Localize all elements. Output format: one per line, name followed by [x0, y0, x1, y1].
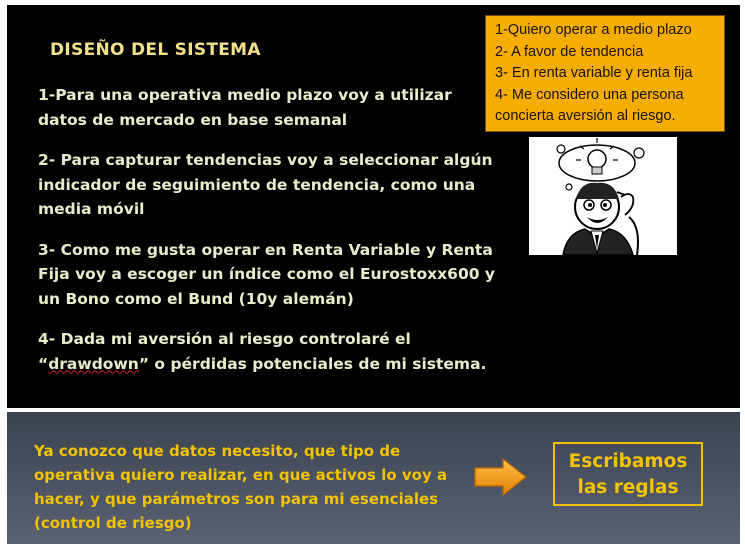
idea-lightbulb-man-icon: [529, 137, 677, 255]
summary-note-box: [485, 15, 725, 132]
point-1: 1-Para una operativa medio plazo voy a utilizar datos de mercado en base semanal: [38, 86, 452, 129]
note-line-1: 1-Quiero operar a medio plazo: [495, 22, 692, 38]
point-4-before: 4- Dada mi aversión al riesgo controlaré el “: [38, 330, 411, 373]
cta-line-1: Escribamos: [568, 451, 688, 472]
point-2: 2- Para capturar tendencias voy a seleccionar algún indicador de seguimiento de tendencia, como una media móvil: [38, 151, 493, 218]
drawdown-word: drawdown: [48, 354, 139, 373]
point-4-after: ” o pérdidas potenciales de mi sistema.: [138, 354, 487, 373]
arrow-right-icon: [473, 457, 528, 497]
point-3: 3- Como me gusta operar en Renta Variable y Renta Fija voy a escoger un índice como el Eurostoxx600 y un Bono como el Bund (10y alemán): [38, 240, 496, 308]
note-line-2: 2- A favor de tendencia: [495, 43, 644, 60]
slide-title: DISEÑO DEL SISTEMA: [50, 40, 261, 60]
conclusion-text: Ya conozco que datos necesito, que tipo de operativa quiero realizar, en que activos lo voy a hacer, y que parámetros son para mi esenciales (control de riesgo): [34, 442, 448, 532]
write-rules-box: [553, 442, 703, 506]
point-4: [38, 327, 498, 376]
note-line-3: 3- En renta variable y renta fija: [495, 65, 693, 82]
design-points: [38, 83, 498, 392]
conclusion-panel: [7, 412, 740, 544]
cta-line-2: las reglas: [577, 477, 679, 498]
note-line-4: 4- Me considero una persona concierta aversión al riesgo.: [495, 86, 684, 125]
